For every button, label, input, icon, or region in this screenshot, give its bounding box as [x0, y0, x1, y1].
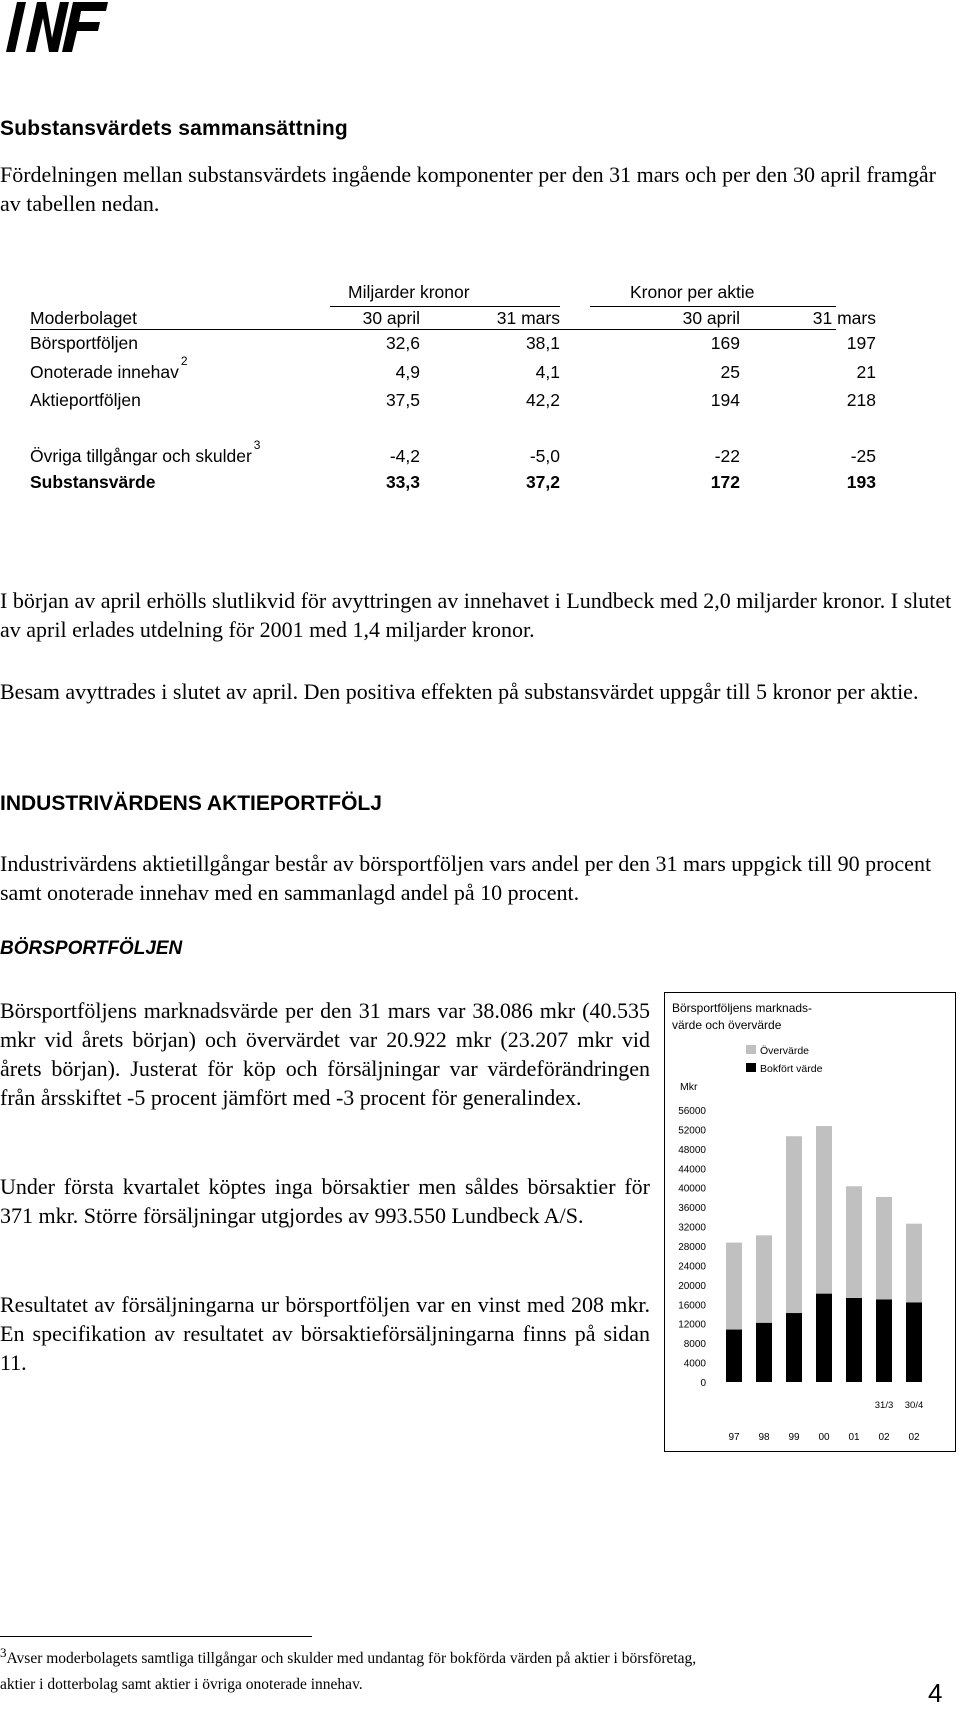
bar-book-value: [906, 1302, 922, 1382]
table-cell: -22: [714, 446, 740, 466]
table-cell: 42,2: [525, 390, 560, 410]
table-cell: 38,1: [525, 333, 560, 353]
table-cell: 21: [856, 362, 876, 382]
bar-overvalue: [756, 1235, 772, 1322]
y-tick-label: 52000: [678, 1125, 706, 1137]
y-tick-label: 36000: [678, 1203, 706, 1215]
x-tick-label: 99: [788, 1432, 800, 1443]
table-cell: 37,2: [525, 472, 560, 492]
header-cell: 30 april: [362, 308, 420, 328]
bar-overvalue: [726, 1243, 742, 1330]
y-tick-label: 8000: [683, 1339, 706, 1351]
y-tick-label: 56000: [678, 1106, 706, 1117]
x-tick-label: 02: [908, 1432, 920, 1443]
table-total-row: [30, 472, 876, 494]
group-header-billion: Miljarder kronor: [348, 282, 470, 302]
bar-book-value: [846, 1298, 862, 1382]
footnote-number: 3: [0, 1645, 7, 1660]
footnote: [0, 1640, 900, 1698]
chart-title: Börsportföljens marknads-: [672, 1001, 813, 1015]
sub-heading: BÖRSPORTFÖLJEN: [0, 938, 183, 959]
row-label: Börsportföljen: [30, 333, 138, 353]
bar-overvalue: [906, 1224, 922, 1303]
table-row: [30, 333, 876, 355]
table-cell: 218: [846, 390, 876, 410]
paragraph-sales: Under första kvartalet köptes inga börsaktier men såldes börsaktier för 371 mkr. Större försäljningar utgjordes av 993.550 Lundbeck A/S.: [0, 1174, 650, 1228]
table-cell: 32,6: [385, 333, 420, 353]
paragraph-result: Resultatet av försäljningarna ur börsportföljen var en vinst med 208 mkr. En specifikation av resultatet av börsaktieförsäljningarna finns på sidan 11.: [0, 1292, 650, 1375]
table-cell: 4,1: [535, 362, 560, 382]
paragraph-lundbeck: I början av april erhölls slutlikvid för avyttringen av innehavet i Lundbeck med 2,0 miljarder kronor. I slutet av april erlades utdelning för 2001 med 1,4 miljarder kronor.: [0, 588, 952, 642]
x-tick-label: 00: [818, 1432, 830, 1443]
bar-overvalue: [786, 1136, 802, 1313]
table-cell: -4,2: [389, 446, 420, 466]
row-label: Onoterade innehav: [30, 362, 179, 382]
intro-paragraph: Fördelningen mellan substansvärdets ingående komponenter per den 31 mars och per den 30 april framgår av tabellen nedan.: [0, 162, 936, 216]
bar-book-value: [786, 1313, 802, 1382]
chart-title: värde och övervärde: [672, 1018, 782, 1032]
y-tick-label: 40000: [678, 1183, 706, 1195]
table-row: [30, 390, 876, 412]
bar-book-value: [756, 1323, 772, 1382]
page-number: 4: [928, 1678, 943, 1708]
x-tick-label: 98: [758, 1432, 770, 1443]
y-tick-label: 24000: [678, 1261, 706, 1273]
x-sub-label: 31/3: [874, 1400, 894, 1411]
group-underline: [330, 306, 560, 307]
table-cell: -25: [850, 446, 876, 466]
table-row: [30, 354, 876, 384]
bar-overvalue: [876, 1197, 892, 1299]
y-tick-label: 32000: [678, 1222, 706, 1234]
legend-swatch-overvalue: [746, 1045, 756, 1054]
bar-overvalue: [846, 1186, 862, 1298]
section-heading: Substansvärdets sammansättning: [0, 117, 348, 140]
table-cell: -5,0: [529, 446, 560, 466]
y-tick-label: 0: [700, 1378, 706, 1389]
footnote-text: aktier i dotterbolag samt aktier i övriga onoterade innehav.: [0, 1676, 363, 1694]
table-cell: 25: [720, 362, 740, 382]
y-axis-label: Mkr: [680, 1081, 698, 1093]
paragraph-portfolio: Industrivärdens aktietillgångar består av börsportföljen vars andel per den 31 mars uppgick till 90 procent samt onoterade innehav med en sammanlagd andel på 10 procent.: [0, 851, 932, 905]
footnote-marker: 2: [180, 354, 188, 368]
legend-swatch-book-value: [746, 1063, 756, 1072]
x-sub-label: 30/4: [904, 1400, 924, 1411]
table-cell: 194: [710, 390, 740, 410]
paragraph-market-value: Börsportföljens marknadsvärde per den 31 mars var 38.086 mkr (40.535 mkr vid årets början) och övervärdet var 20.922 mkr (23.207 mkr vid årets början). Justerat för köp och försäljningar var värdeförändringen från årsskiftet -5 procent jämfört med -3 procent för generalindex.: [0, 998, 650, 1110]
legend-label: Övervärde: [760, 1045, 810, 1057]
bar-book-value: [876, 1299, 892, 1382]
footnote-text: Avser moderbolagets samtliga tillgångar och skulder med undantag för bokförda värden på aktier i börsföretag,: [6, 1650, 697, 1668]
table-cell: 37,5: [385, 390, 420, 410]
table-header-row: [30, 308, 876, 330]
table-cell: 193: [846, 472, 876, 492]
x-tick-label: 97: [728, 1432, 740, 1443]
company-logo: [2, 0, 110, 56]
footnote-separator: [0, 1636, 312, 1637]
y-tick-label: 20000: [678, 1280, 706, 1292]
bar-book-value: [726, 1330, 742, 1382]
row-label: Substansvärde: [30, 472, 156, 492]
table-cell: 197: [846, 333, 876, 353]
table-cell: 4,9: [395, 362, 420, 382]
y-tick-label: 28000: [678, 1242, 706, 1253]
header-cell: 31 mars: [496, 308, 560, 328]
table-cell: 33,3: [385, 472, 420, 492]
group-underline: [590, 306, 836, 307]
header-cell: 30 april: [682, 308, 740, 328]
legend-label: Bokfört värde: [760, 1063, 823, 1075]
row-label: Aktieportföljen: [30, 390, 141, 410]
y-tick-label: 12000: [678, 1319, 706, 1331]
market-value-chart: [664, 992, 956, 1452]
y-tick-label: 48000: [678, 1144, 706, 1156]
bar-overvalue: [816, 1126, 832, 1294]
paragraph-besam: Besam avyttrades i slutet av april. Den positiva effekten på substansvärdet uppgår till 5 kronor per aktie.: [0, 679, 919, 704]
table-row: [30, 438, 876, 468]
footnote-marker: 3: [253, 438, 261, 452]
y-tick-label: 4000: [683, 1358, 706, 1370]
group-header-per-share: Kronor per aktie: [630, 282, 755, 302]
row-label: Övriga tillgångar och skulder: [30, 446, 252, 466]
table-cell: 172: [710, 472, 740, 492]
y-tick-label: 44000: [678, 1164, 706, 1176]
y-tick-label: 16000: [678, 1300, 706, 1312]
bar-book-value: [816, 1294, 832, 1382]
header-rule: [30, 329, 836, 330]
section-heading: INDUSTRIVÄRDENS AKTIEPORTFÖLJ: [0, 792, 382, 815]
header-cell: 31 mars: [812, 308, 876, 328]
chart-frame: [665, 993, 956, 1452]
header-label: Moderbolaget: [30, 308, 138, 328]
x-tick-label: 02: [878, 1432, 890, 1443]
x-tick-label: 01: [848, 1432, 860, 1443]
table-cell: 169: [710, 333, 740, 353]
